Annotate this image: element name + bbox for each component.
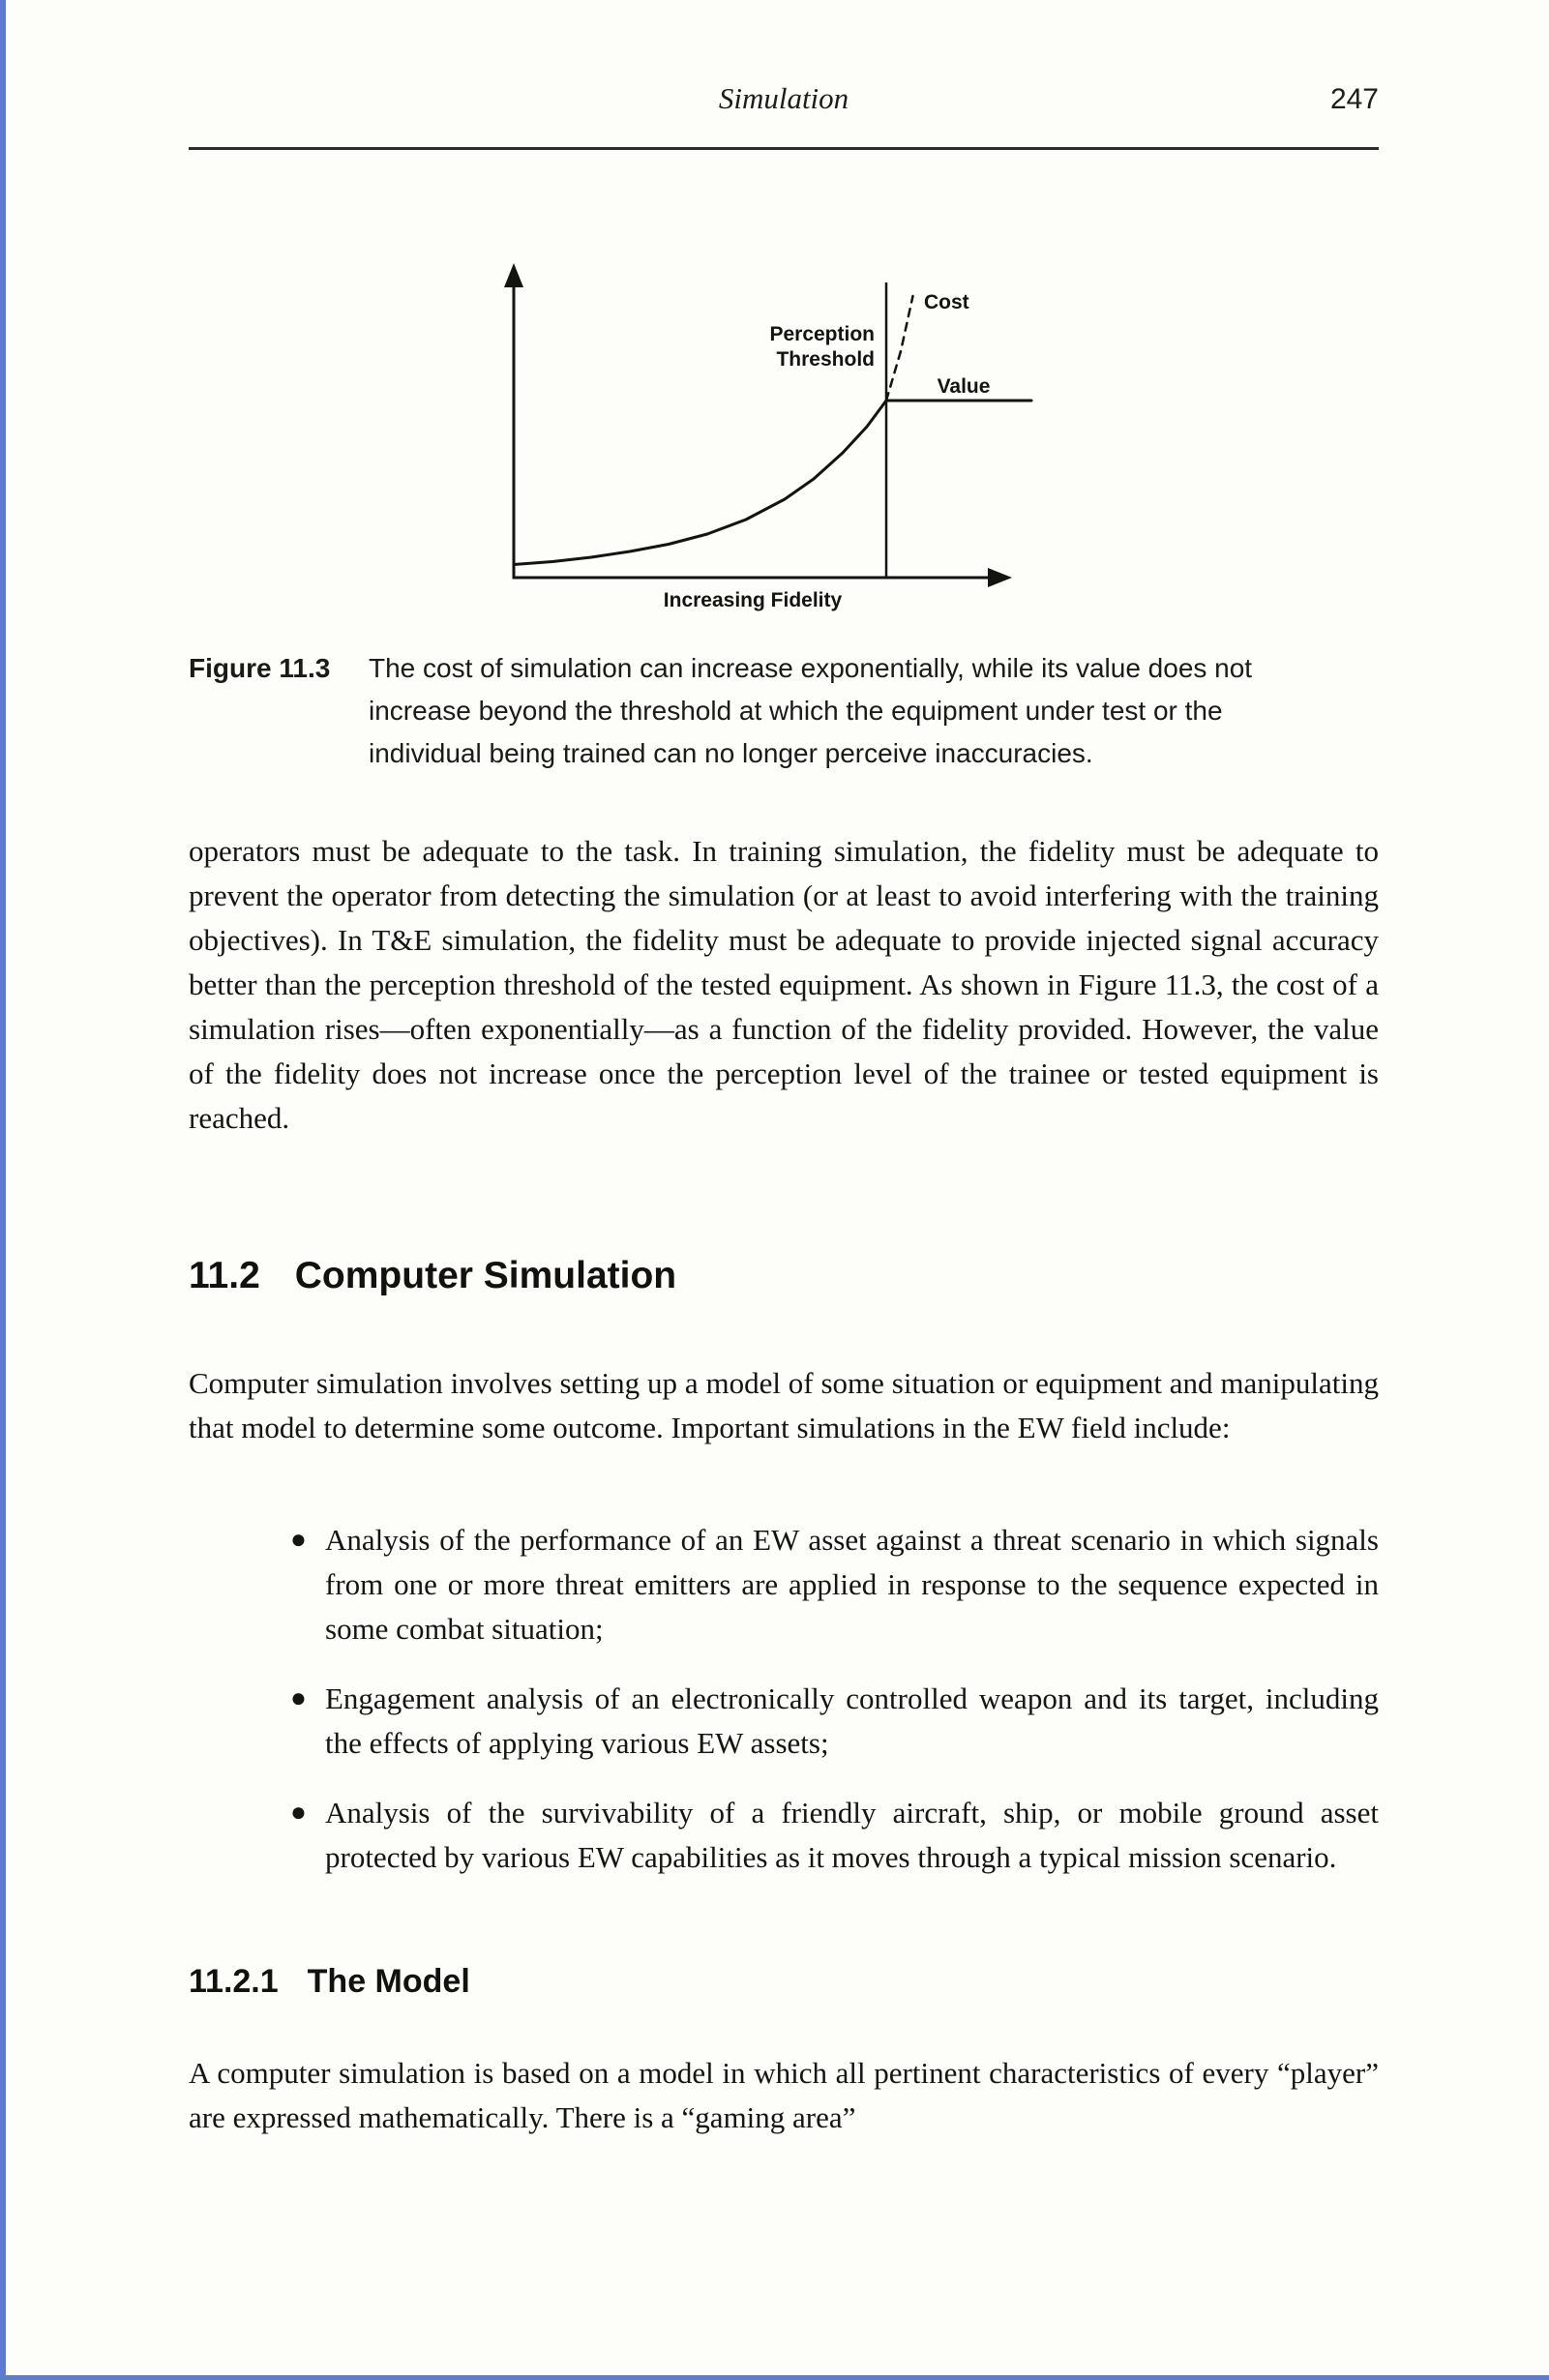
bullet-icon: ● — [290, 1798, 307, 1828]
paragraph-operators: operators must be adequate to the task. In training simulation, the fidelity must be adequate to prevent the operator from detecting the simulation (or at least to avoid interfering with the training objectives). In T&E simulation, the fidelity must be adequate to provide injected signal accuracy better than the perception threshold of the tested equipment. As shown in Figure 11.3, the cost of a simulation rises—often exponentially—as a function of the fidelity provided. However, the value of the fidelity does not increase once the perception level of the trainee or tested equipment is reached. — [189, 834, 1379, 1135]
page-header — [189, 81, 1379, 150]
x-axis-label: Increasing Fidelity — [663, 589, 843, 611]
fidelity-chart — [475, 258, 1036, 614]
running-title: Simulation — [718, 81, 849, 115]
scan-edge-artifact-left — [0, 0, 6, 2380]
figure-caption-text: The cost of simulation can increase exponentially, while its value does not increase beyond the threshold at which the equipment under test or the individual being trained can no longer perceive inaccuracies. — [369, 653, 1253, 768]
paragraph-computer-simulation: Computer simulation involves setting up a model of some situation or equipment and manipulating that model to determine some outcome. Important simulations in the EW field include: — [189, 1366, 1379, 1444]
list-item-text: Engagement analysis of an electronically controlled weapon and its target, including the effects of applying various EW assets; — [325, 1681, 1379, 1760]
list-item-text: Analysis of the survivability of a friendly aircraft, ship, or mobile ground asset protected by various EW capabilities as it moves through a typical mission scenario. — [325, 1796, 1379, 1874]
list-item — [290, 1677, 1379, 1766]
figure-caption-label: Figure 11.3 — [189, 653, 331, 683]
page-number: 247 — [1329, 83, 1379, 115]
section-number: 11.2 — [189, 1255, 260, 1296]
section-heading-11-2 — [189, 1255, 1379, 1297]
x-axis-arrowhead-icon — [988, 568, 1012, 587]
list-item — [290, 1791, 1379, 1880]
series-line — [514, 401, 886, 565]
ew-simulation-list — [189, 1518, 1379, 1880]
figure-caption — [189, 647, 1270, 775]
section-title: Computer Simulation — [294, 1255, 677, 1296]
threshold-label-line2: Threshold — [776, 348, 875, 371]
cost-label: Cost — [924, 291, 969, 313]
threshold-label-line1: Perception — [769, 323, 875, 345]
scan-edge-artifact-bottom — [0, 2375, 1549, 2380]
subsection-heading-11-2-1 — [189, 1963, 1379, 2001]
list-item — [290, 1518, 1379, 1651]
paragraph-the-model: A computer simulation is based on a model in which all pertinent characteristics of every “player” are expressed mathematically. There is a “gaming area” — [189, 2056, 1379, 2134]
y-axis-arrowhead-icon — [504, 263, 523, 287]
page — [189, 0, 1379, 2170]
subsection-title: The Model — [307, 1963, 470, 2000]
subsection-number: 11.2.1 — [189, 1963, 279, 2000]
list-item-text: Analysis of the performance of an EW asset against a threat scenario in which signals from one or more threat emitters are applied in response to the sequence expected in some combat situation; — [325, 1523, 1379, 1646]
value-label: Value — [937, 375, 991, 398]
bullet-icon: ● — [290, 1683, 307, 1713]
bullet-icon: ● — [290, 1525, 307, 1555]
series-line — [886, 296, 913, 401]
figure-11-3 — [475, 258, 1036, 614]
